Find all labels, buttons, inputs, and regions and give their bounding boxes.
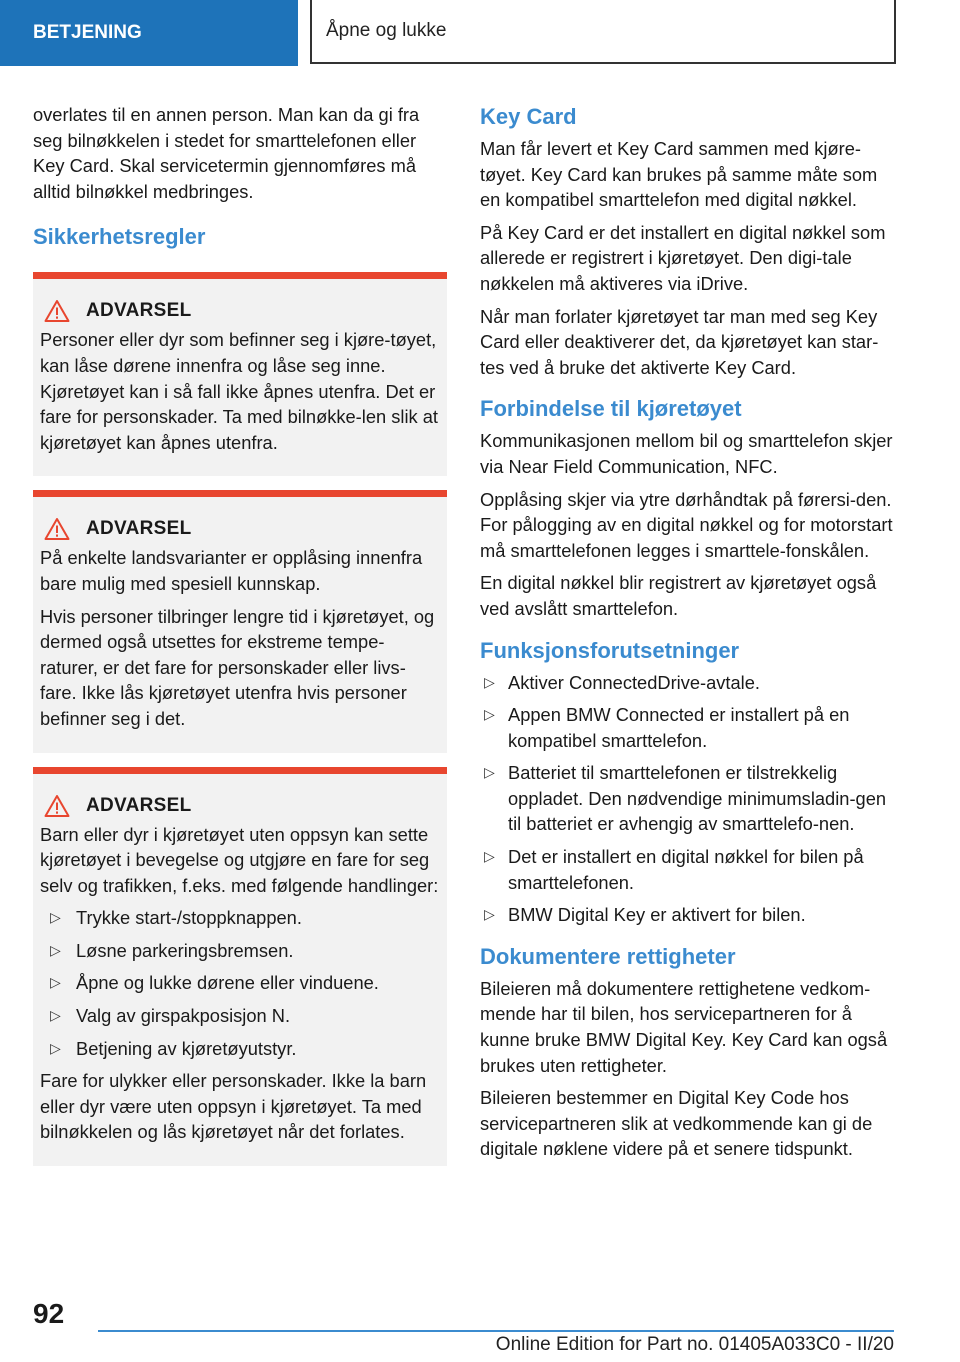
paragraph: Opplåsing skjer via ytre dørhåndtak på førersi-den. For pålogging av en digital nøkkel og for motorstart må smarttelefonen legges i smarttele-fonskålen. [480,488,893,561]
triangle-bullet-icon: ▷ [484,706,495,723]
warning-title: ADVARSEL [86,794,192,816]
warning-triangle-icon [44,794,70,818]
paragraph: Bileieren må dokumentere rettighetene vedkom-mende har til bilen, hos servicepartneren for å kunne bruke BMW Digital Key. Key Card kan også brukes uten rettigheter. [480,977,888,1076]
header-section-label: BETJENING [0,0,298,66]
list-item: ▷ Appen BMW Connected er installert på en kompatibel smarttelefon. [484,704,850,751]
paragraph: Man får levert et Key Card sammen med kjøre-tøyet. Key Card kan brukes på samme måte som en kompatibel smarttelefon med digital nøkkel. [480,138,878,211]
page-number: 92 [33,1298,65,1329]
warning-title: ADVARSEL [86,300,192,322]
intro-paragraph: overlates til en annen person. Man kan da gi fra seg bilnøkkelen i stedet for smarttelefonen eller Key Card. Skal servicetermin gjennomføres må alltid bilnøkkel medbringes. [33,104,420,202]
list-item: ▷ BMW Digital Key er aktivert for bilen. [480,902,894,928]
warning-box-1 [33,272,447,476]
footer-edition-text: Online Edition for Part no. 01405A033C0 - II/20 [495,1334,894,1355]
heading-dokumentere-rettigheter: Dokumentere rettigheter [480,943,736,969]
triangle-bullet-icon: ▷ [50,941,61,958]
heading-sikkerhetsregler: Sikkerhetsregler [33,224,206,250]
list-item: ▷ Trykke start-/stoppknappen. [40,905,439,931]
triangle-bullet-icon: ▷ [484,764,495,781]
triangle-bullet-icon: ▷ [50,974,61,991]
warning-text: Hvis personer tilbringer lengre tid i kjøretøyet, og dermed også utsettes for ekstreme tempe-raturer, er det fare for personskader eller livs-fare. Ikke lås kjøretøyet utenfra hvis personer befinner seg i det. [40,605,435,729]
warning-title: ADVARSEL [86,518,192,540]
triangle-bullet-icon: ▷ [484,848,495,865]
list-item: ▷ Det er installert en digital nøkkel for bilen på smarttelefonen. [484,846,864,893]
list-item: ▷ Batteriet til smarttelefonen er tilstrekkelig oppladet. Den nødvendige minimumsladin-gen til batteriet er avhengig av smarttelefo-nen. [484,762,887,835]
heading-key-card: Key Card [480,104,577,129]
footer-divider [98,1330,894,1332]
triangle-bullet-icon: ▷ [50,1007,61,1024]
list-item: ▷ Betjening av kjøretøyutstyr. [40,1036,439,1062]
paragraph: Kommunikasjonen mellom bil og smarttelefon skjer via Near Field Communication, NFC. [480,430,893,477]
paragraph: På Key Card er det installert en digital nøkkel som allerede er registrert i kjøretøyet. Den digi-tale nøkkelen må aktiveres via iDrive. [480,221,886,294]
heading-forbindelse: Forbindelse til kjøretøyet [480,396,742,422]
warning-text: Personer eller dyr som befinner seg i kjøre-tøyet, kan låse dørene innenfra og låse seg inne. Kjøretøyet kan i så fall ikke åpnes utenfra. Det er fare for personskader. Ta med bilnøkke-len slik at kjøretøyet kan åpnes utenfra. [40,329,438,453]
requirements-list [480,670,894,928]
triangle-bullet-icon: ▷ [484,906,495,923]
list-item: ▷ Valg av girspakposisjon N. [40,1003,439,1029]
warning-box-3 [33,767,447,1167]
list-item: ▷ Aktiver ConnectedDrive-avtale. [480,670,894,696]
warning-text: Barn eller dyr i kjøretøyet uten oppsyn kan sette kjøretøyet i bevegelse og utgjøre en fare for seg selv og trafikken, f.eks. med følgende handlinger: [40,823,439,896]
warning-text: Fare for ulykker eller personskader. Ikke la barn eller dyr være uten oppsyn i kjøretøyet. Ta med bilnøkkelen og lås kjøretøyet når det forlates. [40,1070,427,1143]
right-column [480,102,894,1169]
paragraph: Når man forlater kjøretøyet tar man med seg Key Card eller deaktiverer det, da kjøretøyet kan star-tes ved å bruke det aktiverte Key Card. [480,305,879,378]
warning-text: På enkelte landsvarianter er opplåsing innenfra bare mulig med spesiell kunnskap. [40,547,423,594]
list-item: ▷ Åpne og lukke dørene eller vinduene. [40,970,439,996]
triangle-bullet-icon: ▷ [484,673,495,690]
paragraph: En digital nøkkel blir registrert av kjøretøyet også ved avslått smarttelefon. [480,572,877,619]
list-item: ▷ Løsne parkeringsbremsen. [40,938,439,964]
triangle-bullet-icon: ▷ [50,909,61,926]
warning-triangle-icon [44,517,70,541]
paragraph: Bileieren bestemmer en Digital Key Code hos servicepartneren slik at vedkommende kan gi de digitale nøklene videre på et senere tidspunkt. [480,1087,873,1160]
warning-triangle-icon [44,299,70,323]
header-chapter-title: Åpne og lukke [310,0,896,64]
triangle-bullet-icon: ▷ [50,1039,61,1056]
warning-action-list [40,905,439,1061]
heading-funksjonsforutsetninger: Funksjonsforutsetninger [480,637,740,663]
left-column [33,102,447,1180]
warning-box-2 [33,490,447,752]
